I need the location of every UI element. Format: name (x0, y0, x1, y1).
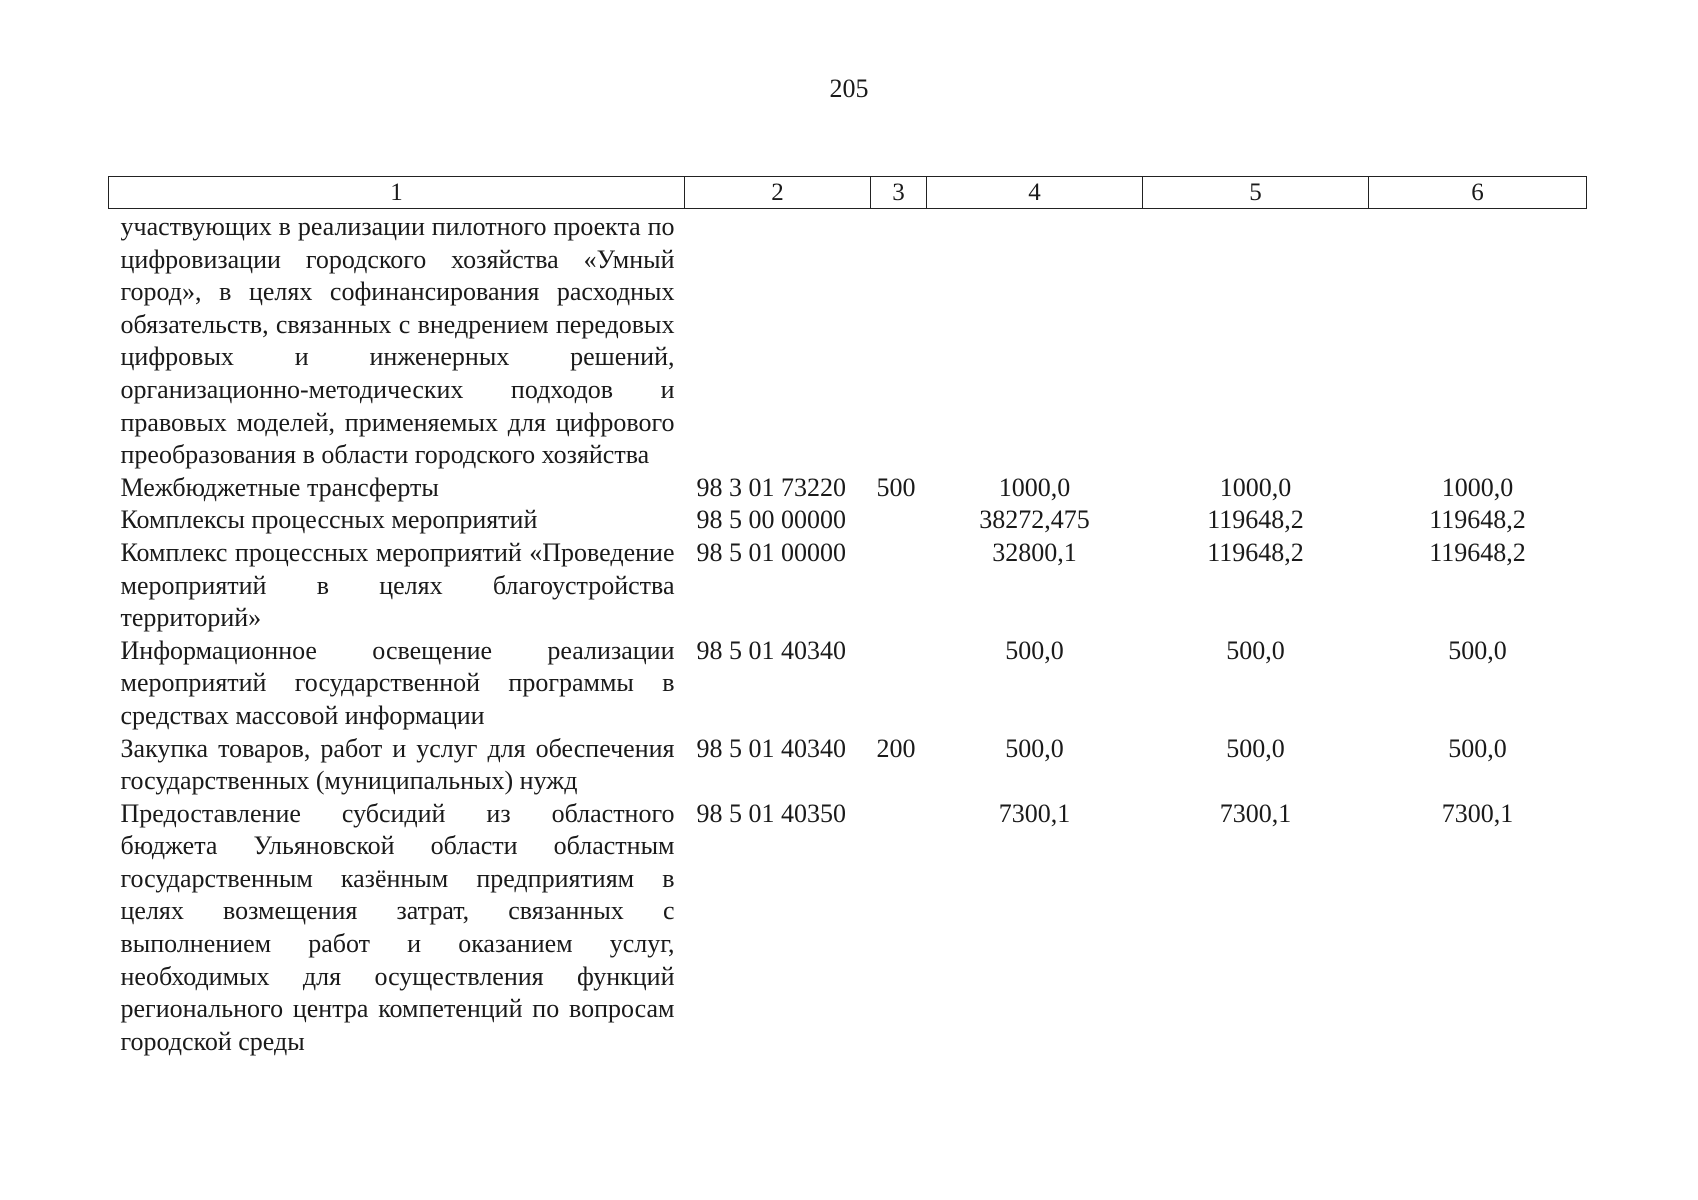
column-header-4: 4 (927, 177, 1143, 209)
table-row (109, 209, 1587, 472)
table-row (109, 472, 1587, 505)
row-type-cell (871, 209, 927, 472)
column-header-2: 2 (685, 177, 871, 209)
row-value-4-cell: 500,0 (1005, 733, 1064, 763)
row-code-cell: 98 5 01 40350 (696, 798, 846, 828)
row-name-cell: Комплекс процессных мероприятий «Проведение мероприятий в целях благоустройства территорий» (120, 537, 675, 633)
column-header-3: 3 (871, 177, 927, 209)
row-value-6-cell (1369, 209, 1587, 472)
page-number: 205 (829, 74, 869, 103)
row-value-4-cell: 7300,1 (998, 798, 1071, 828)
row-name-cell: участвующих в реализации пилотного проекта по цифровизации городского хозяйства «Умный город», в целях софинансирования расходных обязательств, связанных с внедрением передовых цифровых и инженерных решений, организационно-методических подходов и правовых моделей, применяемых для цифрового преобразования в области городского хозяйства (120, 212, 675, 470)
row-type-cell: 200 (876, 733, 916, 763)
row-value-5-cell: 1000,0 (1219, 472, 1292, 502)
column-header-6: 6 (1369, 177, 1587, 209)
table-row (109, 733, 1587, 798)
table-header (109, 177, 1587, 209)
row-value-5-cell: 500,0 (1226, 635, 1285, 665)
row-type-cell (871, 504, 927, 537)
row-type-cell (871, 537, 927, 635)
row-code-cell: 98 5 00 00000 (696, 505, 846, 535)
row-name-cell: Комплексы процессных мероприятий (120, 505, 538, 535)
table-row (109, 635, 1587, 733)
row-value-4-cell (927, 209, 1143, 472)
row-type-cell: 500 (876, 472, 916, 502)
row-type-cell (871, 798, 927, 1059)
row-code-cell: 98 5 01 00000 (696, 537, 846, 567)
row-type-cell (871, 635, 927, 733)
budget-table (108, 176, 1587, 1058)
row-value-5-cell: 500,0 (1226, 733, 1285, 763)
row-value-6-cell: 119648,2 (1429, 505, 1526, 535)
row-name-cell: Информационное освещение реализации мероприятий государственной программы в средствах массовой информации (120, 635, 675, 730)
header-row (109, 177, 1587, 209)
row-value-6-cell: 500,0 (1448, 635, 1507, 665)
row-code-cell: 98 5 01 40340 (696, 635, 846, 665)
column-header-5: 5 (1143, 177, 1369, 209)
row-name-cell: Предоставление субсидий из областного бюджета Ульяновской области областным государственным казённым предприятиям в целях возмещения затрат, связанных с выполнением работ и оказанием услуг, необходимых для осуществления функций регионального центра компетенций по вопросам городской среды (120, 798, 675, 1056)
row-value-6-cell: 500,0 (1448, 733, 1507, 763)
row-value-4-cell: 38272,475 (979, 505, 1090, 535)
row-value-5-cell (1143, 209, 1369, 472)
table-row (109, 798, 1587, 1059)
row-value-5-cell: 119648,2 (1207, 505, 1304, 535)
row-value-6-cell: 1000,0 (1441, 472, 1514, 502)
row-value-6-cell: 7300,1 (1441, 798, 1514, 828)
row-value-5-cell: 119648,2 (1207, 537, 1304, 567)
row-code-cell: 98 3 01 73220 (696, 472, 846, 502)
row-value-4-cell: 32800,1 (992, 537, 1077, 567)
table-row (109, 537, 1587, 635)
column-header-1: 1 (109, 177, 685, 209)
row-code-cell (685, 209, 871, 472)
budget-table-container (108, 176, 1586, 1058)
table-body (109, 209, 1587, 1059)
row-code-cell: 98 5 01 40340 (696, 733, 846, 763)
row-value-4-cell: 500,0 (1005, 635, 1064, 665)
row-value-4-cell: 1000,0 (998, 472, 1071, 502)
row-value-5-cell: 7300,1 (1219, 798, 1292, 828)
row-name-cell: Межбюджетные трансферты (120, 472, 439, 502)
row-name-cell: Закупка товаров, работ и услуг для обеспечения государственных (муниципальных) нужд (120, 733, 675, 796)
row-value-6-cell: 119648,2 (1429, 537, 1526, 567)
table-row (109, 504, 1587, 537)
